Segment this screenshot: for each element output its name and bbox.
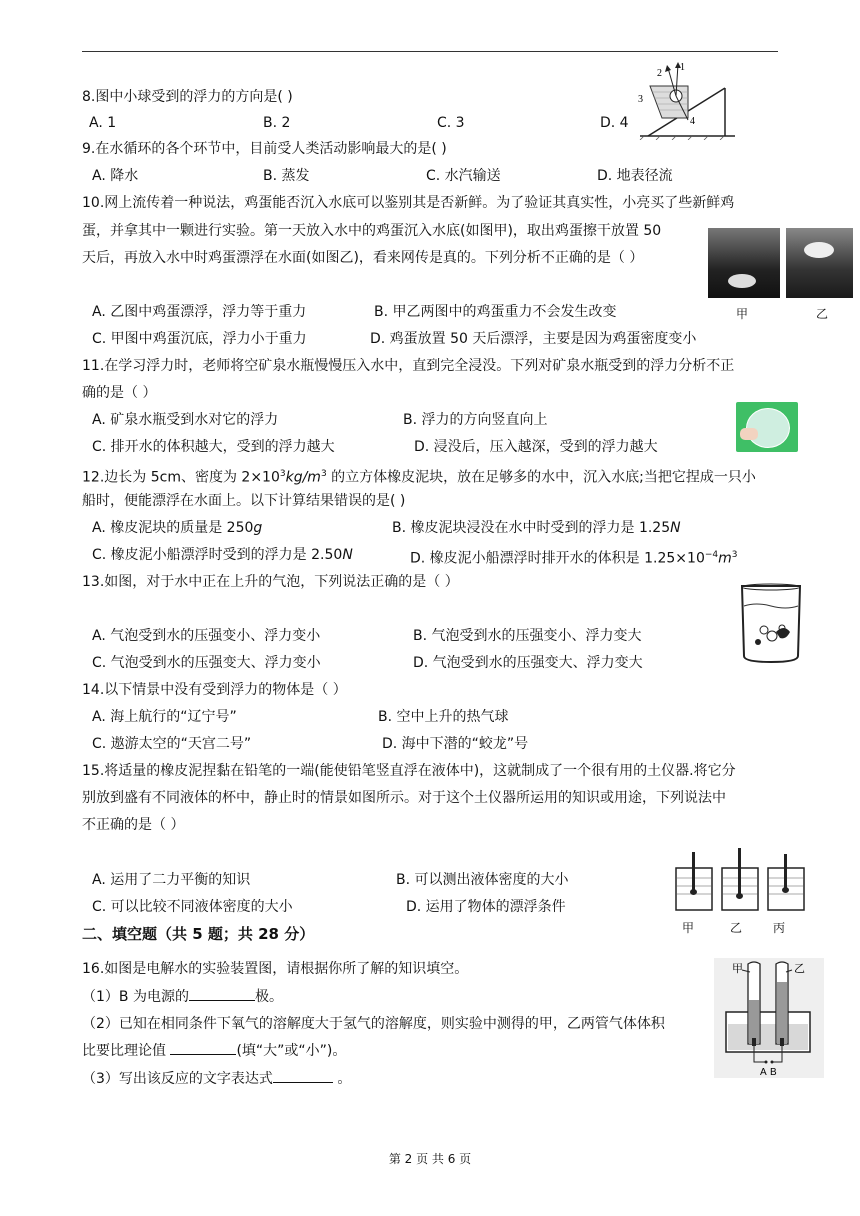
q16-blank-3[interactable] <box>273 1082 333 1083</box>
q11-bottle-photo <box>736 402 798 452</box>
q15-line-1: 15.将适量的橡皮泥捏黏在铅笔的一端(能使铅笔竖直浮在液体中)，这就制成了一个很有用的土仪器.将它分 <box>82 763 736 779</box>
q8-incline-figure <box>630 58 740 140</box>
page-footer: 第 2 页 共 6 页 <box>388 1152 472 1166</box>
q10-egg-photos <box>708 228 853 298</box>
q10-photo-jia <box>708 228 780 298</box>
q16-fig-label-jia: 甲 <box>732 962 743 975</box>
q16-fig-label-a: A <box>760 1067 767 1078</box>
q8-fig-label-2: 2 <box>657 68 662 79</box>
q11-line-2: 确的是（ ） <box>82 385 157 401</box>
q9-option-d[interactable]: D. 地表径流 <box>597 168 673 184</box>
q10-fig-label-yi: 乙 <box>816 307 829 321</box>
q16-blank-1[interactable] <box>189 1000 255 1001</box>
hand-icon <box>740 428 758 440</box>
q16-part-1: （1）B 为电源的 极。 <box>82 989 283 1005</box>
q15-fig-label-jia: 甲 <box>682 921 695 935</box>
q10-line-2: 蛋，并拿其中一颗进行实验。第一天放入水中的鸡蛋沉入水底(如图甲)，取出鸡蛋擦干放置 50 <box>82 223 662 239</box>
q12-line-2: 船时，便能漂浮在水面上。以下计算结果错误的是( ) <box>82 493 406 509</box>
q12-option-d[interactable]: D. 橡皮泥小船漂浮时排开水的体积是 $1.25\times 10^{-4}m^3$ <box>410 550 738 567</box>
q10-option-a[interactable]: A. 乙图中鸡蛋漂浮，浮力等于重力 <box>92 304 307 320</box>
header-rule <box>82 51 778 52</box>
egg-floating-icon <box>804 242 834 258</box>
q13-option-c[interactable]: C. 气泡受到水的压强变大、浮力变小 <box>92 655 321 671</box>
q10-line-1: 10.网上流传着一种说法，鸡蛋能否沉入水底可以鉴别其是否新鲜。为了验证其真实性，小亮买了些新鲜鸡 <box>82 195 735 211</box>
q14-option-b[interactable]: B. 空中上升的热气球 <box>378 709 509 725</box>
q11-option-b[interactable]: B. 浮力的方向竖直向上 <box>403 412 548 428</box>
q16-fig-label-yi: 乙 <box>794 962 805 975</box>
q10-option-d[interactable]: D. 鸡蛋放置 50 天后漂浮，主要是因为鸡蛋密度变小 <box>370 331 697 347</box>
q13-option-a[interactable]: A. 气泡受到水的压强变小、浮力变小 <box>92 628 321 644</box>
q16-stem: 16.如图是电解水的实验装置图，请根据你所了解的知识填空。 <box>82 961 469 977</box>
q8-fig-label-1: 1 <box>680 62 685 73</box>
q8-stem: 8.图中小球受到的浮力的方向是( ) <box>82 89 293 105</box>
q9-option-b[interactable]: B. 蒸发 <box>263 168 310 184</box>
q10-option-b[interactable]: B. 甲乙两图中的鸡蛋重力不会发生改变 <box>374 304 617 320</box>
q8-fig-label-3: 3 <box>638 94 643 105</box>
q8-option-d[interactable]: D. 4 <box>600 115 629 131</box>
q16-blank-2[interactable] <box>170 1054 236 1055</box>
q9-option-c[interactable]: C. 水汽输送 <box>426 168 501 184</box>
q16-part-3: （3）写出该反应的文字表达式 。 <box>82 1071 352 1087</box>
q10-photo-yi <box>786 228 853 298</box>
q13-option-b[interactable]: B. 气泡受到水的压强变小、浮力变大 <box>413 628 642 644</box>
q15-line-2: 别放到盛有不同液体的杯中，静止时的情景如图所示。对于这个土仪器所运用的知识或用途，下列说法中 <box>82 790 726 806</box>
q12-option-b[interactable]: B. 橡皮泥块浸没在水中时受到的浮力是 1.25N <box>392 520 681 536</box>
q13-beaker-figure <box>736 582 806 666</box>
q14-stem: 14.以下情景中没有受到浮力的物体是（ ） <box>82 682 347 698</box>
q11-line-1: 11.在学习浮力时，老师将空矿泉水瓶慢慢压入水中，直到完全浸没。下列对矿泉水瓶受到的浮力分析不正 <box>82 358 735 374</box>
q8-fig-label-4: 4 <box>690 116 695 127</box>
q9-option-a[interactable]: A. 降水 <box>92 168 139 184</box>
q16-electrolysis-figure <box>714 958 824 1078</box>
q15-line-3: 不正确的是（ ） <box>82 817 185 833</box>
q14-option-c[interactable]: C. 遨游太空的“天宫二号” <box>92 736 252 752</box>
q12-option-a[interactable]: A. 橡皮泥块的质量是 250g <box>92 520 263 536</box>
q15-fig-label-yi: 乙 <box>730 921 743 935</box>
q8-option-c[interactable]: C. 3 <box>437 115 465 131</box>
q11-option-c[interactable]: C. 排开水的体积越大，受到的浮力越大 <box>92 439 335 455</box>
q11-option-a[interactable]: A. 矿泉水瓶受到水对它的浮力 <box>92 412 279 428</box>
q12-line-1: 12.边长为 5cm、密度为 $2\times 10^3kg/m^3$ 的立方体橡皮泥块，放在足够多的水中，沉入水底;当把它捏成一只小 <box>82 469 756 486</box>
q15-option-d[interactable]: D. 运用了物体的漂浮条件 <box>406 899 566 915</box>
q14-option-d[interactable]: D. 海中下潜的“蛟龙”号 <box>382 736 529 752</box>
q10-line-3: 天后，再放入水中时鸡蛋漂浮在水面(如图乙)，看来网传是真的。下列分析不正确的是（ ） <box>82 250 644 266</box>
q8-option-a[interactable]: A. 1 <box>89 115 117 131</box>
q15-option-b[interactable]: B. 可以测出液体密度的大小 <box>396 872 569 888</box>
q11-option-d[interactable]: D. 浸没后，压入越深，受到的浮力越大 <box>414 439 658 455</box>
q15-option-c[interactable]: C. 可以比较不同液体密度的大小 <box>92 899 293 915</box>
q10-fig-label-jia: 甲 <box>736 307 749 321</box>
egg-sunk-icon <box>728 274 756 288</box>
q16-fig-label-b: B <box>770 1067 777 1078</box>
q8-option-b[interactable]: B. 2 <box>263 115 291 131</box>
section-title: 二、填空题（共 5 题；共 28 分） <box>82 925 315 943</box>
q13-stem: 13.如图，对于水中正在上升的气泡，下列说法正确的是（ ） <box>82 574 459 590</box>
q12-option-c[interactable]: C. 橡皮泥小船漂浮时受到的浮力是 2.50N <box>92 547 353 563</box>
q14-option-a[interactable]: A. 海上航行的“辽宁号” <box>92 709 237 725</box>
q15-option-a[interactable]: A. 运用了二力平衡的知识 <box>92 872 251 888</box>
q10-option-c[interactable]: C. 甲图中鸡蛋沉底，浮力小于重力 <box>92 331 307 347</box>
q16-part-2-line-2: 比要比理论值 (填“大”或“小”)。 <box>82 1043 347 1059</box>
q9-stem: 9.在水循环的各个环节中，目前受人类活动影响最大的是( ) <box>82 141 447 157</box>
q16-part-2-line-1: （2）已知在相同条件下氧气的溶解度大于氢气的溶解度，则实验中测得的甲，乙两管气体体积 <box>82 1016 665 1032</box>
q15-cups-figure <box>672 848 812 912</box>
q15-fig-label-bing: 丙 <box>773 921 786 935</box>
q13-option-d[interactable]: D. 气泡受到水的压强变大、浮力变大 <box>413 655 643 671</box>
